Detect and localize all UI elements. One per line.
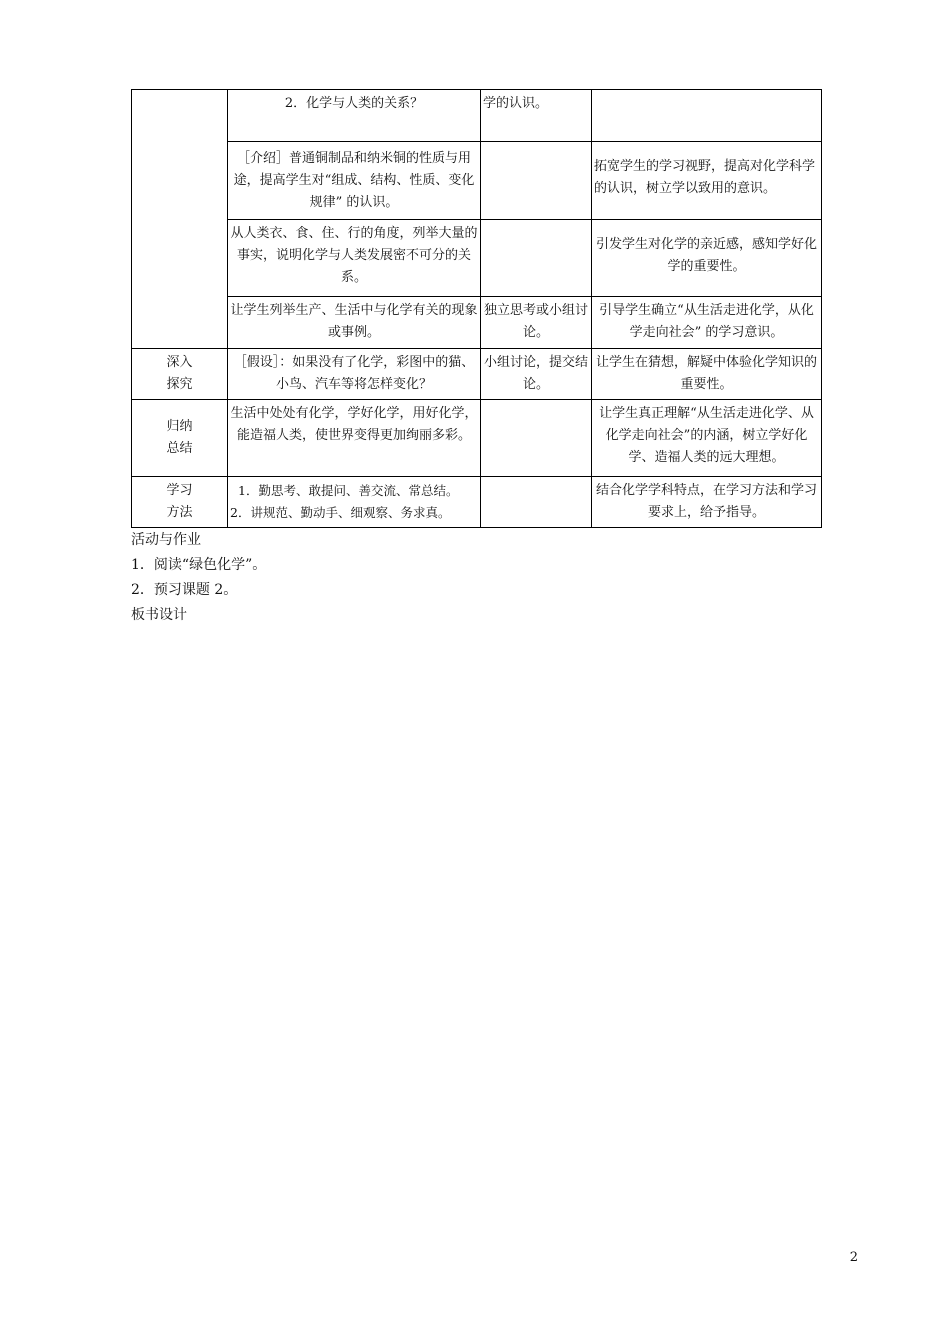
table-row	[132, 400, 822, 477]
table-row	[132, 220, 822, 297]
stage-label-line2: 方法	[166, 505, 193, 520]
homework-item: 2．预习课题 2。	[131, 582, 238, 598]
method-line1: 1．勤思考、敢提问、善交流、常总结。	[238, 483, 459, 498]
stage-label-line1: 归纳	[166, 419, 193, 434]
stage-label-line1: 学习	[166, 483, 193, 498]
homework-heading: 活动与作业	[131, 532, 201, 548]
student-activity-cell	[481, 142, 592, 220]
teacher-activity-cell: 2．化学与人类的关系？	[228, 90, 481, 142]
student-activity-cell: 小组讨论，提交结论。	[481, 349, 592, 400]
table-row	[132, 142, 822, 220]
student-activity-cell: 独立思考或小组讨论。	[481, 297, 592, 349]
stage-cell-empty	[132, 90, 228, 349]
design-intent-cell: 让学生真正理解“从生活走进化学、从化学走向社会”的内涵，树立学好化学、造福人类的远大理想。	[592, 400, 822, 477]
design-intent-cell	[592, 90, 822, 142]
stage-label-line2: 总结	[166, 441, 193, 456]
table-row	[132, 477, 822, 528]
homework-item: 1．阅读“绿色化学”。	[131, 557, 267, 573]
stage-label-line1: 深入	[166, 355, 193, 370]
lesson-plan-table	[131, 89, 822, 528]
table-row	[132, 90, 822, 142]
student-activity-cell: 学的认识。	[481, 90, 592, 142]
design-intent-cell: 引发学生对化学的亲近感，感知学好化学的重要性。	[592, 220, 822, 297]
table-row	[132, 349, 822, 400]
teacher-activity-cell	[228, 477, 481, 528]
table-row	[132, 297, 822, 349]
student-activity-cell	[481, 220, 592, 297]
design-intent-cell: 让学生在猜想，解疑中体验化学知识的重要性。	[592, 349, 822, 400]
stage-label-line2: 探究	[166, 377, 193, 392]
page-number: 2	[849, 1250, 858, 1265]
board-design-heading: 板书设计	[131, 607, 187, 623]
teacher-activity-cell: 生活中处处有化学，学好化学，用好化学，能造福人类，使世界变得更加绚丽多彩。	[228, 400, 481, 477]
teacher-activity-cell: 从人类衣、食、住、行的角度，列举大量的事实，说明化学与人类发展密不可分的关系。	[228, 220, 481, 297]
teacher-activity-cell: ［介绍］普通铜制品和纳米铜的性质与用途，提高学生对“组成、结构、性质、变化规律” 的认识。	[228, 142, 481, 220]
design-intent-cell: 引导学生确立“从生活走进化学，从化学走向社会” 的学习意识。	[592, 297, 822, 349]
design-intent-cell: 结合化学学科特点，在学习方法和学习要求上，给予指导。	[592, 477, 822, 528]
stage-cell	[132, 400, 228, 477]
stage-cell	[132, 477, 228, 528]
stage-cell	[132, 349, 228, 400]
student-activity-cell	[481, 400, 592, 477]
teacher-activity-cell: 让学生列举生产、生活中与化学有关的现象或事例。	[228, 297, 481, 349]
method-line2: 2．讲规范、勤动手、细观察、务求真。	[230, 505, 451, 520]
teacher-activity-cell: ［假设］：如果没有了化学，彩图中的猫、小鸟、汽车等将怎样变化？	[228, 349, 481, 400]
design-intent-cell: 拓宽学生的学习视野，提高对化学科学的认识，树立学以致用的意识。	[592, 142, 822, 220]
student-activity-cell	[481, 477, 592, 528]
